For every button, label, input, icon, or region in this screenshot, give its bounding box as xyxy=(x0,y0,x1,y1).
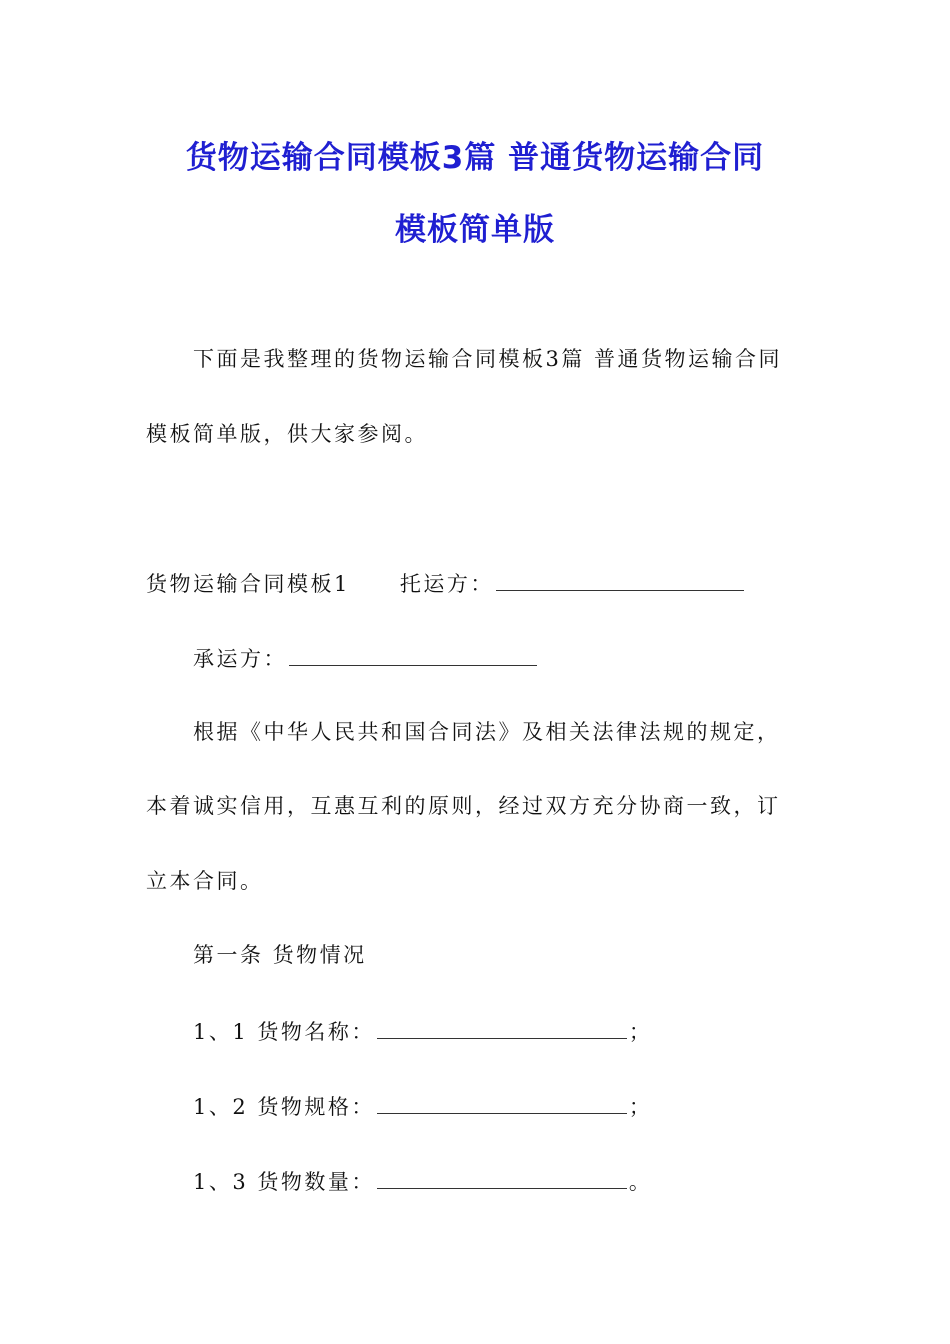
carrier-row xyxy=(193,647,539,670)
document-title-line-1: 货物运输合同模板3篇 普通货物运输合同 xyxy=(185,140,765,176)
goods-spec-label: 1、2 货物规格： xyxy=(193,1095,375,1119)
carrier-blank xyxy=(289,647,537,666)
goods-name-label: 1、1 货物名称： xyxy=(193,1020,375,1044)
article-1-title: 第一条 货物情况 xyxy=(193,943,367,967)
goods-quantity-label: 1、3 货物数量： xyxy=(193,1170,375,1194)
preamble-line-1: 根据《中华人民共和国合同法》及相关法律法规的规定， xyxy=(193,720,781,744)
goods-quantity-end: 。 xyxy=(628,1170,653,1194)
goods-name-row xyxy=(193,1020,652,1043)
goods-quantity-blank xyxy=(377,1170,627,1189)
goods-spec-blank xyxy=(377,1095,627,1114)
preamble-line-2: 本着诚实信用，互惠互利的原则，经过双方充分协商一致，订 xyxy=(146,794,781,818)
goods-name-end: ； xyxy=(628,1020,653,1044)
intro-line-2: 模板简单版，供大家参阅。 xyxy=(146,422,428,446)
intro-line-1: 下面是我整理的货物运输合同模板3篇 普通货物运输合同 xyxy=(193,347,783,371)
contract-heading: 货物运输合同模板1 xyxy=(146,572,350,596)
goods-spec-end: ； xyxy=(628,1095,653,1119)
shipper-blank xyxy=(496,572,744,591)
shipper-label: 托运方： xyxy=(399,572,494,596)
contract-heading-row xyxy=(146,572,746,595)
document-title-line-2: 模板简单版 xyxy=(395,212,555,248)
carrier-label: 承运方： xyxy=(193,647,287,671)
preamble-line-3: 立本合同。 xyxy=(146,869,264,893)
goods-quantity-row xyxy=(193,1170,652,1193)
goods-spec-row xyxy=(193,1095,652,1118)
goods-name-blank xyxy=(377,1020,627,1039)
